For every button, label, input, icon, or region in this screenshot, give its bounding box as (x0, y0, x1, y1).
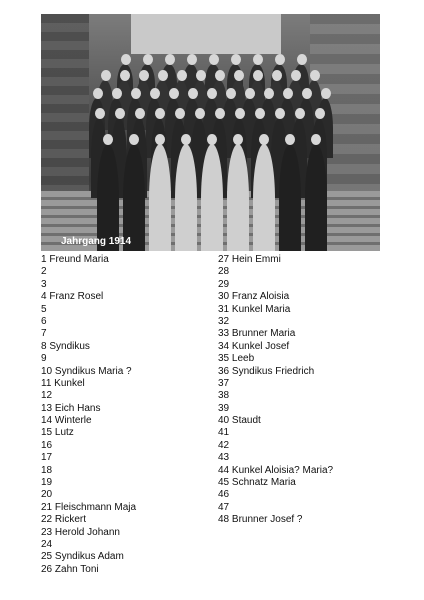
person-head (226, 88, 236, 99)
name-list-item: 47 (218, 501, 230, 513)
person-head (283, 88, 293, 99)
name-list-item: 35 Leeb (218, 353, 255, 365)
name-list-item: 41 (218, 427, 230, 439)
name-list-item: 33 Brunner Maria (218, 328, 296, 340)
person-head (285, 134, 295, 145)
names-list-right (218, 254, 333, 527)
name-list-item: 12 (41, 390, 53, 402)
name-list-item: 17 (41, 452, 53, 464)
person-head (131, 88, 141, 99)
name-list-item: 21 Fleischmann Maja (41, 501, 137, 513)
name-list-item: 32 (218, 315, 230, 327)
name-list-item: 37 (218, 377, 230, 389)
person-head (169, 88, 179, 99)
name-list-item: 3 (41, 278, 47, 290)
photo-caption: Jahrgang 1914 (61, 236, 132, 247)
person-head (195, 108, 205, 119)
person-head (177, 70, 187, 81)
person-figure (123, 144, 145, 251)
person-head (315, 108, 325, 119)
person-head (259, 134, 269, 145)
name-list-item: 28 (218, 266, 230, 278)
name-list-item: 29 (218, 278, 230, 290)
person-head (150, 88, 160, 99)
person-head (235, 108, 245, 119)
person-head (295, 108, 305, 119)
name-list-item: 39 (218, 402, 230, 414)
person-head (95, 108, 105, 119)
person-head (215, 70, 225, 81)
name-list-item: 20 (41, 489, 53, 501)
person-head (155, 134, 165, 145)
person-head (188, 88, 198, 99)
name-list-item: 13 Eich Hans (41, 402, 101, 414)
name-list-item: 25 Syndikus Adam (41, 551, 124, 563)
person-head (181, 134, 191, 145)
person-figure (279, 144, 301, 251)
name-list-item: 14 Winterle (41, 415, 92, 427)
name-list-item: 1 Freund Maria (41, 254, 109, 265)
name-list-item: 15 Lutz (41, 427, 74, 439)
name-list-item: 44 Kunkel Aloisia? Maria? (218, 464, 334, 476)
person-head (187, 54, 197, 65)
person-figure (201, 144, 223, 251)
name-list-item: 11 Kunkel (41, 377, 85, 389)
person-head (135, 108, 145, 119)
person-head (233, 134, 243, 145)
name-list-item: 48 Brunner Josef ? (218, 514, 303, 526)
person-head (101, 70, 111, 81)
person-head (264, 88, 274, 99)
person-head (272, 70, 282, 81)
person-head (215, 108, 225, 119)
person-head (253, 70, 263, 81)
name-list-item: 24 (41, 538, 53, 550)
person-head (175, 108, 185, 119)
person-head (155, 108, 165, 119)
person-head (310, 70, 320, 81)
name-list-item: 23 Herold Johann (41, 526, 120, 538)
person-head (207, 134, 217, 145)
person-head (103, 134, 113, 145)
person-head (158, 70, 168, 81)
name-list-item: 10 Syndikus Maria ? (41, 365, 132, 377)
name-list-item: 18 (41, 464, 53, 476)
person-head (275, 108, 285, 119)
name-list-item: 5 (41, 303, 47, 315)
name-list-item: 45 Schnatz Maria (218, 477, 296, 489)
name-list-item: 38 (218, 390, 230, 402)
name-list-item: 30 Franz Aloisia (218, 291, 290, 303)
person-figure (97, 144, 119, 251)
name-list-item: 46 (218, 489, 230, 501)
person-head (234, 70, 244, 81)
name-list-item: 9 (41, 353, 47, 365)
person-head (129, 134, 139, 145)
person-head (311, 134, 321, 145)
person-head (143, 54, 153, 65)
person-head (253, 54, 263, 65)
person-figure (227, 144, 249, 251)
name-list-item: 43 (218, 452, 230, 464)
person-head (255, 108, 265, 119)
name-list-item: 4 Franz Rosel (41, 291, 104, 303)
name-list-item: 19 (41, 477, 53, 489)
person-head (115, 108, 125, 119)
person-head (112, 88, 122, 99)
person-head (302, 88, 312, 99)
person-head (165, 54, 175, 65)
name-list-item: 36 Syndikus Friedrich (218, 365, 315, 377)
person-head (209, 54, 219, 65)
person-head (196, 70, 206, 81)
name-list-item: 42 (218, 439, 230, 451)
person-head (139, 70, 149, 81)
name-list-item: 8 Syndikus (41, 340, 90, 352)
person-head (121, 54, 131, 65)
person-head (120, 70, 130, 81)
name-list-item: 26 Zahn Toni (41, 563, 99, 575)
name-list-item: 2 (41, 266, 47, 278)
person-head (231, 54, 241, 65)
name-list-item: 40 Staudt (218, 415, 261, 427)
name-list-item: 27 Hein Emmi (218, 254, 281, 265)
group-of-people (81, 54, 351, 214)
name-list-item: 34 Kunkel Josef (218, 340, 290, 352)
person-head (245, 88, 255, 99)
person-head (93, 88, 103, 99)
person-figure (253, 144, 275, 251)
name-list-item: 31 Kunkel Maria (218, 303, 291, 315)
group-photo (41, 14, 380, 251)
person-figure (149, 144, 171, 251)
name-list-item: 22 Rickert (41, 514, 87, 526)
person-head (291, 70, 301, 81)
sky-background (131, 14, 281, 54)
name-list-item: 16 (41, 439, 53, 451)
person-head (275, 54, 285, 65)
name-list-item: 7 (41, 328, 47, 340)
person-figure (175, 144, 197, 251)
names-list-left (41, 254, 136, 576)
person-figure (305, 144, 327, 251)
person-head (297, 54, 307, 65)
name-list-item: 6 (41, 315, 47, 327)
person-head (321, 88, 331, 99)
person-head (207, 88, 217, 99)
